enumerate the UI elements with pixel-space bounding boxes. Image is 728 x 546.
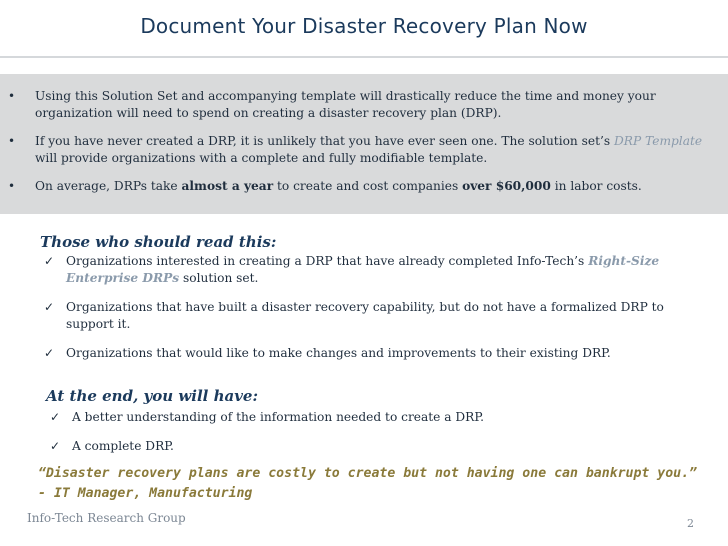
bullet-icon: • — [8, 89, 16, 103]
slide-title: Document Your Disaster Recovery Plan Now — [140, 14, 588, 38]
page-number: 2 — [687, 517, 694, 530]
quote-block — [38, 464, 718, 504]
cost-highlight: over $60,000 — [462, 179, 551, 193]
intro-bullet-2-text: If you have never created a DRP, it is unlikely that you have ever seen one. The solution set’s DRP Template will provide organizations with a complete and fully modifiable template. — [35, 134, 703, 165]
checkmark-icon: ✓ — [50, 439, 61, 453]
intro-bullet-1-text: Using this Solution Set and accompanying template will drastically reduce the time and money your organization will need to spend on creating a disaster recovery plan (DRP). — [35, 89, 656, 120]
reader-item-2-text: Organizations that have built a disaster recovery capability, but do not have a formalized DRP to support it. — [66, 300, 664, 331]
reader-item-2 — [44, 299, 714, 335]
quote-text: “Disaster recovery plans are costly to create but not having one can bankrupt you.” — [38, 466, 697, 481]
footer-company: Info-Tech Research Group — [27, 511, 186, 525]
bullet-icon: • — [8, 179, 16, 193]
checkmark-icon: ✓ — [44, 254, 55, 268]
outcome-item-2 — [50, 438, 710, 456]
outcomes-heading: At the end, you will have: — [46, 387, 259, 405]
checkmark-icon: ✓ — [50, 410, 61, 424]
outcome-item-1-text: A better understanding of the information needed to create a DRP. — [72, 410, 484, 424]
checkmark-icon: ✓ — [44, 346, 55, 360]
outcome-item-2-text: A complete DRP. — [72, 439, 174, 453]
readers-heading: Those who should read this: — [40, 233, 277, 251]
right-size-enterprise-drps-link[interactable]: Right-Size Enterprise DRPs — [66, 254, 660, 285]
reader-item-3 — [44, 345, 714, 363]
reader-item-3-text: Organizations that would like to make changes and improvements to their existing DRP. — [66, 346, 611, 360]
checkmark-icon: ✓ — [44, 300, 55, 314]
bullet-icon: • — [8, 134, 16, 148]
outcome-item-1 — [50, 409, 710, 427]
quote-attribution: - IT Manager, Manufacturing — [38, 486, 253, 501]
drp-template-link[interactable]: DRP Template — [614, 134, 703, 148]
reader-item-1 — [44, 253, 714, 289]
duration-highlight: almost a year — [181, 179, 274, 193]
intro-bullet-3-text: On average, DRPs take almost a year to create and cost companies over $60,000 in labor costs. — [35, 179, 642, 193]
reader-item-1-text: Organizations interested in creating a DRP that have already completed Info-Tech’s Right-Size Enterprise DRPs solution set. — [66, 254, 660, 285]
intro-panel — [0, 74, 728, 214]
title-bar — [0, 0, 728, 58]
